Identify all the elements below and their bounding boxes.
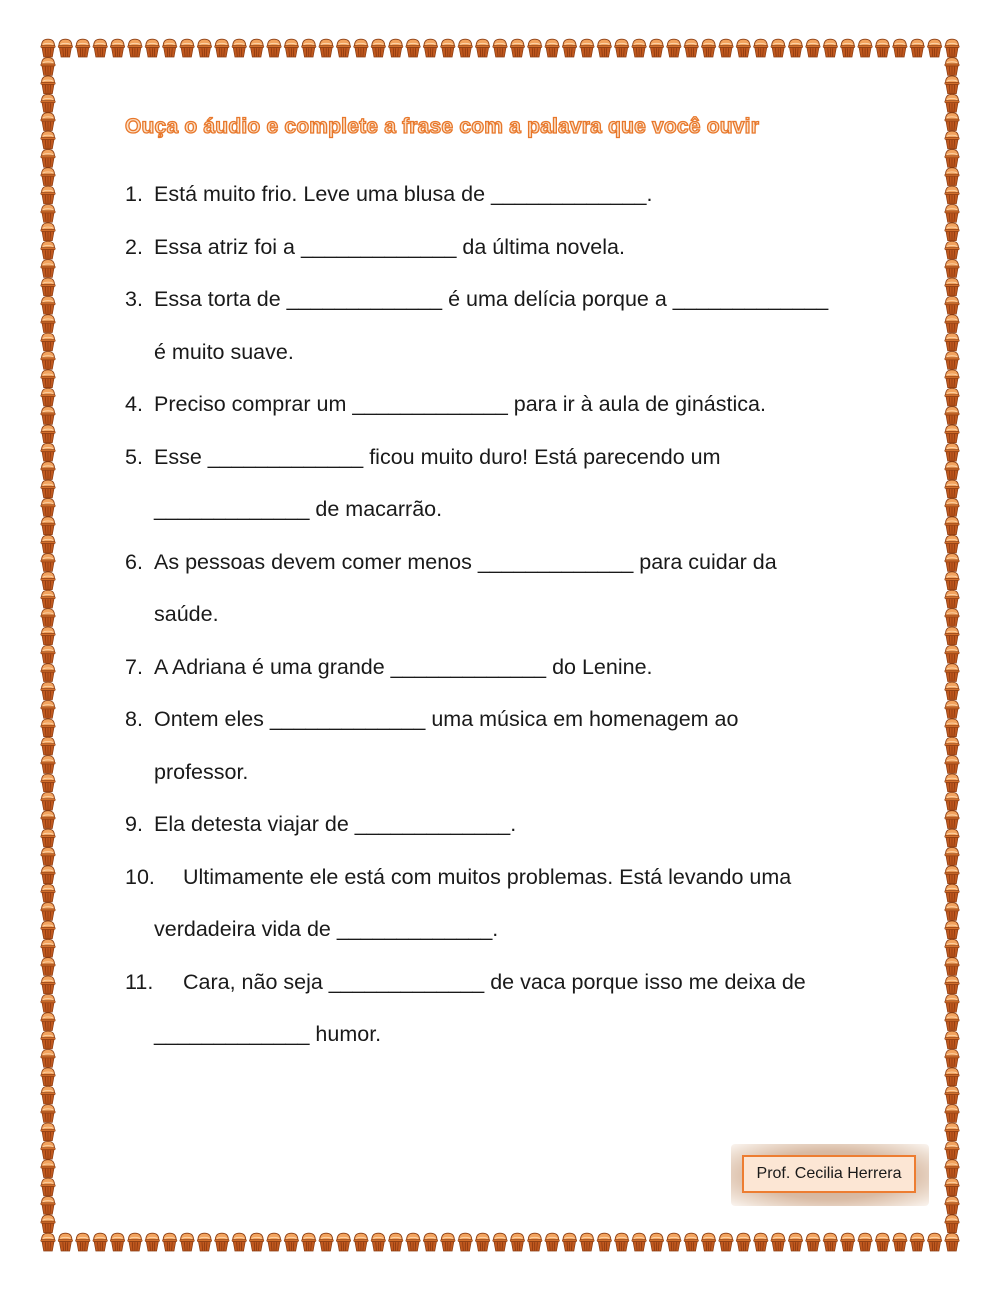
cupcake-icon	[875, 39, 889, 57]
cupcake-icon	[58, 1233, 72, 1251]
cupcake-icon	[701, 1233, 715, 1251]
cupcake-icon	[41, 572, 55, 590]
cupcake-icon	[945, 260, 959, 278]
cupcake-icon	[945, 829, 959, 847]
cupcake-icon	[667, 39, 681, 57]
cupcake-icon	[945, 94, 959, 112]
cupcake-icon	[41, 1123, 55, 1141]
cupcake-icon	[475, 1233, 489, 1251]
item-text: saúde.	[154, 602, 219, 626]
cupcake-icon	[632, 1233, 646, 1251]
cupcake-icon	[945, 884, 959, 902]
cupcake-icon	[180, 1233, 194, 1251]
cupcake-icon	[806, 39, 820, 57]
cupcake-icon	[41, 847, 55, 865]
cupcake-icon	[945, 976, 959, 994]
cupcake-icon	[945, 1160, 959, 1178]
cupcake-icon	[528, 1233, 542, 1251]
cupcake-icon	[41, 627, 55, 645]
item-text: verdadeira vida de _____________.	[154, 917, 499, 941]
cupcake-icon	[945, 792, 959, 810]
cupcake-icon	[441, 1233, 455, 1251]
cupcake-icon	[719, 1233, 733, 1251]
cupcake-icon	[945, 1013, 959, 1031]
cupcake-icon	[493, 39, 507, 57]
cupcake-icon	[945, 554, 959, 572]
cupcake-icon	[41, 829, 55, 847]
cupcake-icon	[41, 1178, 55, 1196]
cupcake-icon	[945, 572, 959, 590]
cupcake-icon	[945, 149, 959, 167]
cupcake-icon	[684, 1233, 698, 1251]
cupcake-icon	[945, 1123, 959, 1141]
cupcake-icon	[41, 315, 55, 333]
cupcake-icon	[41, 241, 55, 259]
cupcake-icon	[41, 1196, 55, 1214]
cupcake-icon	[945, 1178, 959, 1196]
cupcake-icon	[945, 186, 959, 204]
cupcake-icon	[945, 333, 959, 351]
cupcake-icon	[945, 664, 959, 682]
cupcake-icon	[945, 296, 959, 314]
cupcake-icon	[441, 39, 455, 57]
cupcake-icon	[336, 1233, 350, 1251]
cupcake-icon	[597, 39, 611, 57]
cupcake-icon	[41, 370, 55, 388]
cupcake-icon	[945, 278, 959, 296]
cupcake-icon	[354, 1233, 368, 1251]
cupcake-icon	[197, 39, 211, 57]
cupcake-icon	[41, 205, 55, 223]
cupcake-icon	[267, 39, 281, 57]
item-number: 5.	[125, 444, 143, 469]
cupcake-icon	[41, 756, 55, 774]
cupcake-icon	[41, 1141, 55, 1159]
cupcake-icon	[910, 39, 924, 57]
cupcake-icon	[945, 756, 959, 774]
cupcake-icon	[41, 774, 55, 792]
item-number: 2.	[125, 234, 143, 259]
cupcake-icon	[580, 1233, 594, 1251]
cupcake-icon	[945, 480, 959, 498]
cupcake-icon	[302, 39, 316, 57]
cupcake-icon	[597, 1233, 611, 1251]
cupcake-icon	[945, 1050, 959, 1068]
cupcake-icon	[945, 866, 959, 884]
cupcake-icon	[701, 39, 715, 57]
cupcake-icon	[41, 1031, 55, 1049]
cupcake-icon	[458, 1233, 472, 1251]
cupcake-icon	[41, 443, 55, 461]
item-text: Essa atriz foi a _____________ da última novela.	[154, 234, 625, 259]
cupcake-icon	[945, 627, 959, 645]
cupcake-icon	[336, 39, 350, 57]
cupcake-icon	[284, 1233, 298, 1251]
cupcake-icon	[788, 1233, 802, 1251]
cupcake-icon	[41, 958, 55, 976]
cupcake-icon	[41, 462, 55, 480]
cupcake-icon	[945, 1031, 959, 1049]
item-text: Essa torta de _____________ é uma delícia porque a _____________	[154, 287, 829, 311]
cupcake-icon	[580, 39, 594, 57]
item-text: Esse _____________ ficou muito duro! Está parecendo um	[154, 444, 721, 469]
cupcake-icon	[945, 39, 959, 57]
cupcake-icon	[945, 315, 959, 333]
cupcake-icon	[41, 131, 55, 149]
cupcake-icon	[41, 94, 55, 112]
cupcake-icon	[945, 58, 959, 76]
cupcake-icon	[945, 1196, 959, 1214]
cupcake-icon	[945, 774, 959, 792]
cupcake-icon	[145, 39, 159, 57]
cupcake-icon	[41, 149, 55, 167]
cupcake-icon	[319, 1233, 333, 1251]
cupcake-icon	[41, 884, 55, 902]
cupcake-icon	[41, 700, 55, 718]
cupcake-icon	[945, 113, 959, 131]
cupcake-icon	[528, 39, 542, 57]
cupcake-icon	[945, 719, 959, 737]
cupcake-icon	[945, 811, 959, 829]
cupcake-icon	[41, 1086, 55, 1104]
cupcake-icon	[858, 1233, 872, 1251]
cupcake-icon	[41, 682, 55, 700]
cupcake-icon	[614, 1233, 628, 1251]
cupcake-icon	[41, 333, 55, 351]
cupcake-icon	[562, 39, 576, 57]
cupcake-icon	[388, 1233, 402, 1251]
item-text: _____________ de macarrão.	[154, 497, 443, 521]
cupcake-icon	[945, 1233, 959, 1251]
cupcake-icon	[858, 39, 872, 57]
cupcake-icon	[41, 811, 55, 829]
cupcake-icon	[788, 39, 802, 57]
item-text: Ultimamente ele está com muitos problemas. Está levando uma	[183, 864, 792, 889]
cupcake-icon	[93, 1233, 107, 1251]
cupcake-icon	[41, 719, 55, 737]
cupcake-icon	[41, 76, 55, 94]
cupcake-icon	[945, 388, 959, 406]
cupcake-icon	[458, 39, 472, 57]
cupcake-icon	[545, 39, 559, 57]
cupcake-icon	[284, 39, 298, 57]
cupcake-icon	[754, 39, 768, 57]
cupcake-icon	[893, 39, 907, 57]
cupcake-icon	[41, 278, 55, 296]
cupcake-icon	[945, 351, 959, 369]
cupcake-icon	[649, 39, 663, 57]
cupcake-icon	[58, 39, 72, 57]
cupcake-icon	[232, 39, 246, 57]
cupcake-icon	[41, 517, 55, 535]
cupcake-icon	[754, 1233, 768, 1251]
cupcake-icon	[388, 39, 402, 57]
cupcake-icon	[945, 370, 959, 388]
item-text: As pessoas devem comer menos _____________ para cuidar da	[154, 549, 777, 574]
item-text: Preciso comprar um _____________ para ir à aula de ginástica.	[154, 392, 766, 416]
cupcake-icon	[41, 645, 55, 663]
cupcake-icon	[76, 1233, 90, 1251]
cupcake-icon	[215, 1233, 229, 1251]
item-text: é muito suave.	[154, 339, 294, 364]
cupcake-icon	[110, 1233, 124, 1251]
cupcake-icon	[493, 1233, 507, 1251]
cupcake-icon	[232, 1233, 246, 1251]
item-number: 3.	[125, 287, 143, 311]
item-number: 10.	[125, 864, 155, 889]
cupcake-icon	[41, 792, 55, 810]
cupcake-icon	[945, 407, 959, 425]
cupcake-icon	[180, 39, 194, 57]
cupcake-icon	[910, 1233, 924, 1251]
cupcake-icon	[945, 443, 959, 461]
cupcake-icon	[614, 39, 628, 57]
cupcake-icon	[41, 113, 55, 131]
cupcake-icon	[41, 480, 55, 498]
cupcake-icon	[475, 39, 489, 57]
cupcake-icon	[945, 921, 959, 939]
cupcake-icon	[945, 700, 959, 718]
cupcake-icon	[215, 39, 229, 57]
cupcake-icon	[41, 168, 55, 186]
cupcake-icon	[649, 1233, 663, 1251]
cupcake-icon	[945, 645, 959, 663]
cupcake-icon	[41, 939, 55, 957]
cupcake-icon	[875, 1233, 889, 1251]
cupcake-icon	[893, 1233, 907, 1251]
cupcake-icon	[41, 903, 55, 921]
cupcake-icon	[41, 1013, 55, 1031]
cupcake-icon	[927, 39, 941, 57]
author-credit: Prof. Cecilia Herrera	[742, 1155, 916, 1193]
cupcake-icon	[945, 1215, 959, 1233]
cupcake-icon	[41, 535, 55, 553]
cupcake-icon	[76, 39, 90, 57]
cupcake-icon	[823, 1233, 837, 1251]
cupcake-icon	[510, 1233, 524, 1251]
cupcake-icon	[945, 241, 959, 259]
cupcake-icon	[945, 425, 959, 443]
cupcake-icon	[162, 39, 176, 57]
cupcake-icon	[719, 39, 733, 57]
item-text: Ontem eles _____________ uma música em homenagem ao	[154, 707, 739, 731]
cupcake-icon	[945, 1105, 959, 1123]
cupcake-icon	[945, 1141, 959, 1159]
cupcake-icon	[41, 609, 55, 627]
cupcake-icon	[41, 664, 55, 682]
cupcake-icon	[945, 517, 959, 535]
cupcake-icon	[945, 682, 959, 700]
cupcake-icon	[41, 260, 55, 278]
cupcake-icon	[41, 58, 55, 76]
cupcake-icon	[945, 168, 959, 186]
cupcake-icon	[771, 1233, 785, 1251]
cupcake-icon	[406, 39, 420, 57]
cupcake-icon	[249, 1233, 263, 1251]
cupcake-icon	[684, 39, 698, 57]
item-number: 9.	[125, 812, 143, 836]
cupcake-icon	[736, 39, 750, 57]
cupcake-icon	[41, 737, 55, 755]
cupcake-icon	[41, 1050, 55, 1068]
cupcake-icon	[110, 39, 124, 57]
item-number: 8.	[125, 707, 143, 731]
cupcake-icon	[41, 1215, 55, 1233]
cupcake-icon	[840, 1233, 854, 1251]
page-title: Ouça o áudio e complete a frase com a palavra que você ouvir	[125, 115, 760, 138]
cupcake-icon	[41, 590, 55, 608]
cupcake-icon	[354, 39, 368, 57]
cupcake-icon	[41, 351, 55, 369]
cupcake-icon	[945, 76, 959, 94]
cupcake-icon	[41, 994, 55, 1012]
cupcake-icon	[41, 921, 55, 939]
cupcake-icon	[41, 223, 55, 241]
item-text: A Adriana é uma grande _____________ do Lenine.	[154, 654, 653, 679]
cupcake-icon	[41, 1233, 55, 1251]
cupcake-icon	[41, 39, 55, 57]
cupcake-icon	[423, 1233, 437, 1251]
cupcake-icon	[945, 903, 959, 921]
cupcake-icon	[41, 554, 55, 572]
cupcake-icon	[945, 994, 959, 1012]
item-number: 4.	[125, 392, 143, 416]
cupcake-icon	[510, 39, 524, 57]
cupcake-icon	[945, 939, 959, 957]
cupcake-icon	[41, 296, 55, 314]
item-text: Está muito frio. Leve uma blusa de _____________.	[154, 182, 653, 206]
cupcake-icon	[41, 1105, 55, 1123]
cupcake-icon	[302, 1233, 316, 1251]
cupcake-icon	[945, 131, 959, 149]
item-number: 11.	[125, 969, 154, 994]
cupcake-icon	[371, 1233, 385, 1251]
cupcake-icon	[945, 1086, 959, 1104]
cupcake-icon	[667, 1233, 681, 1251]
cupcake-icon	[945, 223, 959, 241]
item-text: _____________ humor.	[154, 1022, 382, 1046]
cupcake-icon	[945, 590, 959, 608]
cupcake-icon	[41, 1068, 55, 1086]
cupcake-icon	[41, 186, 55, 204]
cupcake-icon	[406, 1233, 420, 1251]
cupcake-icon	[41, 498, 55, 516]
cupcake-icon	[545, 1233, 559, 1251]
item-number: 1.	[125, 182, 143, 206]
cupcake-icon	[128, 39, 142, 57]
item-text: professor.	[154, 759, 249, 784]
cupcake-icon	[945, 847, 959, 865]
cupcake-icon	[41, 425, 55, 443]
cupcake-icon	[823, 39, 837, 57]
cupcake-icon	[162, 1233, 176, 1251]
item-text: Cara, não seja _____________ de vaca porque isso me deixa de	[183, 969, 806, 994]
item-number: 7.	[125, 654, 143, 679]
cupcake-icon	[945, 737, 959, 755]
cupcake-icon	[41, 407, 55, 425]
cupcake-icon	[562, 1233, 576, 1251]
cupcake-icon	[945, 609, 959, 627]
cupcake-icon	[371, 39, 385, 57]
item-number: 6.	[125, 549, 143, 574]
cupcake-icon	[945, 535, 959, 553]
cupcake-icon	[197, 1233, 211, 1251]
cupcake-icon	[41, 976, 55, 994]
cupcake-icon	[840, 39, 854, 57]
cupcake-icon	[41, 866, 55, 884]
cupcake-icon	[927, 1233, 941, 1251]
cupcake-icon	[128, 1233, 142, 1251]
cupcake-icon	[41, 1160, 55, 1178]
cupcake-icon	[945, 1068, 959, 1086]
cupcake-icon	[945, 205, 959, 223]
cupcake-icon	[145, 1233, 159, 1251]
cupcake-icon	[771, 39, 785, 57]
cupcake-icon	[319, 39, 333, 57]
cupcake-icon	[93, 39, 107, 57]
cupcake-icon	[632, 39, 646, 57]
cupcake-icon	[736, 1233, 750, 1251]
cupcake-icon	[945, 498, 959, 516]
cupcake-icon	[945, 958, 959, 976]
cupcake-icon	[41, 388, 55, 406]
cupcake-icon	[806, 1233, 820, 1251]
cupcake-icon	[249, 39, 263, 57]
item-text: Ela detesta viajar de _____________.	[154, 812, 517, 836]
cupcake-icon	[945, 462, 959, 480]
cupcake-icon	[423, 39, 437, 57]
cupcake-icon	[267, 1233, 281, 1251]
